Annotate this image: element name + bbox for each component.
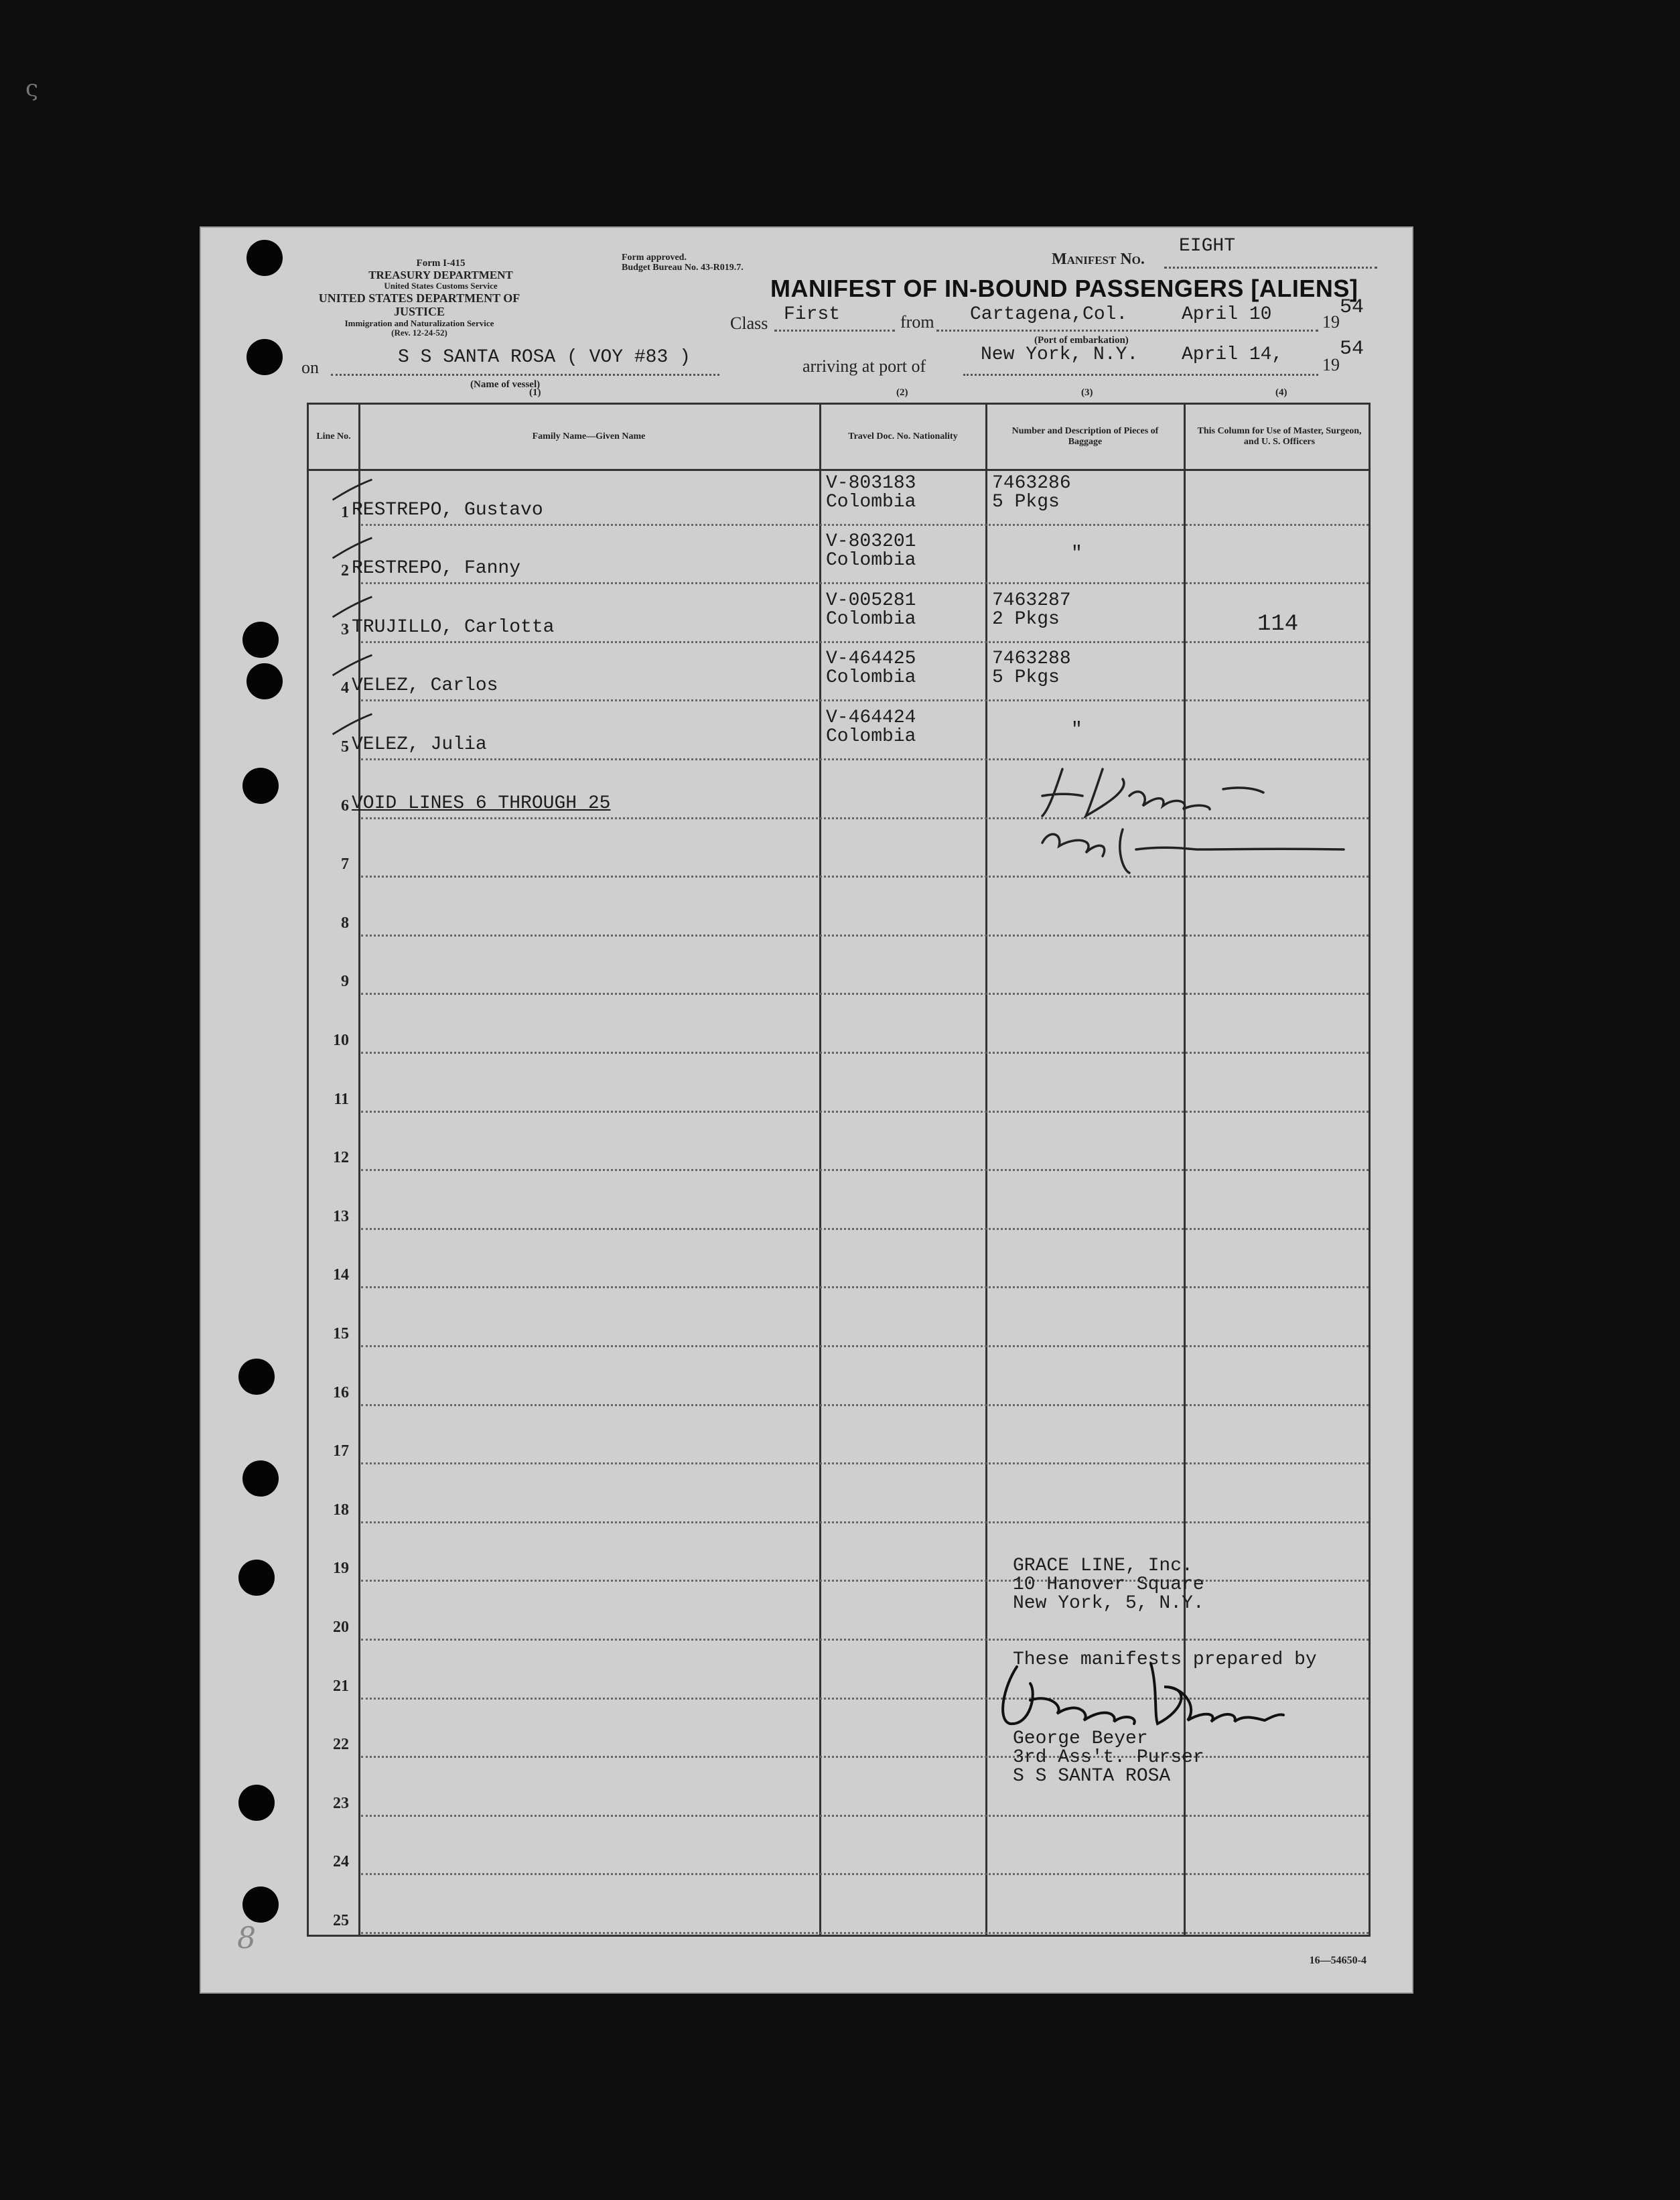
company-name: GRACE LINE, Inc. <box>1013 1556 1193 1576</box>
travel-doc-number: V-464424 <box>826 707 916 728</box>
header-officers: This Column for Use of Master, Surgeon, and U. S. Officers <box>1197 425 1362 447</box>
prepared-by-text: These manifests prepared by <box>1013 1649 1317 1670</box>
budget-approval: Form approved. Budget Bureau No. 43-R019.7. <box>622 253 744 273</box>
travel-doc-number: V-803201 <box>826 531 916 553</box>
baggage-description: 5 Pkgs <box>992 667 1060 689</box>
travel-doc-number: V-803183 <box>826 472 916 494</box>
binder-hole <box>238 1560 275 1596</box>
row-number: 9 <box>341 973 349 991</box>
travel-doc-number: V-464425 <box>826 648 916 670</box>
row-rule <box>361 1286 1369 1288</box>
row-number: 17 <box>333 1442 349 1460</box>
port-caption: (Port of embarkation) <box>1034 335 1129 346</box>
from-value: Cartagena,Col. <box>970 304 1128 325</box>
row-number: 1 <box>341 503 349 521</box>
binder-hole <box>242 768 279 804</box>
passenger-name: VELEZ, Julia <box>352 734 487 755</box>
col4-caption: (4) <box>1275 387 1287 398</box>
baggage-number: 7463288 <box>992 648 1071 670</box>
preparer-ship: S S SANTA ROSA <box>1013 1766 1171 1787</box>
row-rule <box>361 1815 1369 1817</box>
arriving-label: arriving at port of <box>802 356 926 376</box>
row-rule <box>361 582 1369 584</box>
class-value: First <box>784 304 841 325</box>
row-number: 15 <box>333 1325 349 1343</box>
row-number: 12 <box>333 1149 349 1167</box>
scan-artifact: ς <box>25 75 39 102</box>
vessel-name: S S SANTA ROSA ( VOY #83 ) <box>398 347 691 368</box>
row-rule <box>361 1052 1369 1054</box>
check-mark <box>329 477 376 502</box>
company-address: 10 Hanover Square <box>1013 1574 1204 1595</box>
row-rule <box>361 1756 1369 1758</box>
row-rule <box>361 1873 1369 1875</box>
binder-hole <box>238 1785 275 1821</box>
depart-year: 54 <box>1340 296 1364 319</box>
header-baggage: Number and Description of Pieces of Baggage <box>1011 425 1159 447</box>
row-rule <box>361 1111 1369 1113</box>
row-rule <box>361 935 1369 937</box>
passenger-name: VOID LINES 6 THROUGH 25 <box>352 793 611 814</box>
manifest-no-value: EIGHT <box>1179 236 1236 257</box>
binder-hole <box>247 339 283 375</box>
row-rule <box>361 1932 1369 1934</box>
row-number: 24 <box>333 1853 349 1871</box>
row-number: 5 <box>341 738 349 756</box>
col2-caption: (2) <box>896 387 908 398</box>
row-number: 3 <box>341 620 349 638</box>
header-travel-doc: Travel Doc. No. Nationality <box>848 431 958 441</box>
depart-date: April 10 <box>1182 304 1272 325</box>
row-number: 10 <box>333 1032 349 1049</box>
binder-hole <box>238 1359 275 1395</box>
baggage-number: " <box>1071 543 1082 565</box>
passenger-name: TRUJILLO, Carlotta <box>352 616 555 638</box>
nationality: Colombia <box>826 667 916 689</box>
manifest-no-line <box>1164 267 1377 269</box>
header-line-no: Line No. <box>316 431 351 441</box>
row-rule <box>361 1521 1369 1523</box>
passenger-name: RESTREPO, Fanny <box>352 558 521 579</box>
binder-hole <box>247 663 283 699</box>
arrival-line <box>963 374 1318 376</box>
row-number: 2 <box>341 562 349 580</box>
form-title: MANIFEST OF IN-BOUND PASSENGERS [ALIENS] <box>770 275 1358 302</box>
nationality: Colombia <box>826 608 916 630</box>
row-rule <box>361 993 1369 995</box>
row-number: 11 <box>334 1090 349 1108</box>
row-rule <box>361 1462 1369 1464</box>
baggage-description: 5 Pkgs <box>992 491 1060 512</box>
officer-note: 114 <box>1257 611 1299 637</box>
row-rule <box>361 1345 1369 1347</box>
vessel-caption: (Name of vessel) <box>470 379 541 390</box>
baggage-description: 2 Pkgs <box>992 608 1060 630</box>
officer-signature <box>1022 756 1371 876</box>
class-line <box>774 330 895 332</box>
binder-hole <box>247 240 283 276</box>
check-mark <box>329 711 376 737</box>
row-number: 23 <box>333 1794 349 1812</box>
row-rule <box>361 524 1369 526</box>
passenger-name: RESTREPO, Gustavo <box>352 499 543 521</box>
arrival-port: New York, N.Y. <box>981 344 1139 365</box>
row-number: 14 <box>333 1266 349 1284</box>
binder-hole <box>242 622 279 658</box>
company-city: New York, 5, N.Y. <box>1013 1593 1204 1614</box>
row-rule <box>361 1639 1369 1641</box>
travel-doc-number: V-005281 <box>826 590 916 611</box>
preparer-signature <box>990 1647 1285 1734</box>
check-mark <box>329 594 376 620</box>
margin-note: 8 <box>237 1921 256 1955</box>
row-rule <box>361 1580 1369 1582</box>
row-rule <box>361 1169 1369 1171</box>
passenger-name: VELEZ, Carlos <box>352 675 498 697</box>
arrival-year-prefix: 19 <box>1322 355 1340 374</box>
binder-hole <box>242 1886 279 1923</box>
depart-year-prefix: 19 <box>1322 312 1340 332</box>
row-rule <box>361 641 1369 643</box>
row-number: 19 <box>333 1560 349 1578</box>
row-number: 13 <box>333 1207 349 1225</box>
row-rule <box>361 1404 1369 1406</box>
col3-caption: (3) <box>1081 387 1093 398</box>
manifest-no-label: Manifest No. <box>1052 251 1145 268</box>
vessel-line <box>331 374 719 376</box>
form-number: Form I-415 TREASURY DEPARTMENT United States Customs Service <box>368 258 513 291</box>
arrival-date: April 14, <box>1182 344 1283 365</box>
row-number: 16 <box>333 1383 349 1401</box>
row-number: 8 <box>341 914 349 932</box>
row-rule <box>361 1228 1369 1230</box>
header-divider <box>309 469 1369 471</box>
arrival-year: 54 <box>1340 338 1364 360</box>
baggage-number: 7463286 <box>992 472 1071 494</box>
binder-hole <box>242 1460 279 1497</box>
header-name: Family Name—Given Name <box>532 431 646 441</box>
manifest-page <box>200 226 1413 1994</box>
from-line <box>936 330 1318 332</box>
row-number: 25 <box>333 1912 349 1929</box>
row-number: 22 <box>333 1736 349 1754</box>
preparer-title: 3rd Ass't. Purser <box>1013 1747 1204 1768</box>
class-label: Class <box>730 314 768 333</box>
baggage-number: " <box>1071 719 1082 740</box>
row-number: 18 <box>333 1501 349 1519</box>
check-mark <box>329 652 376 678</box>
row-rule <box>361 699 1369 701</box>
row-number: 21 <box>333 1677 349 1695</box>
nationality: Colombia <box>826 491 916 512</box>
row-number: 7 <box>341 855 349 874</box>
preparer-name: George Beyer <box>1013 1728 1148 1749</box>
col1-caption: (1) <box>529 387 541 398</box>
nationality: Colombia <box>826 726 916 747</box>
nationality: Colombia <box>826 550 916 571</box>
check-mark <box>329 535 376 561</box>
justice-department: UNITED STATES DEPARTMENT OF JUSTICE Immigration and Naturalization Service (Rev. 12-24-52) <box>318 291 520 338</box>
baggage-number: 7463287 <box>992 590 1071 611</box>
row-number: 6 <box>341 797 349 815</box>
on-label: on <box>301 358 319 377</box>
row-number: 20 <box>333 1619 349 1636</box>
row-number: 4 <box>341 679 349 697</box>
from-label: from <box>900 312 934 332</box>
form-footer-code: 16—54650-4 <box>1309 1955 1367 1966</box>
